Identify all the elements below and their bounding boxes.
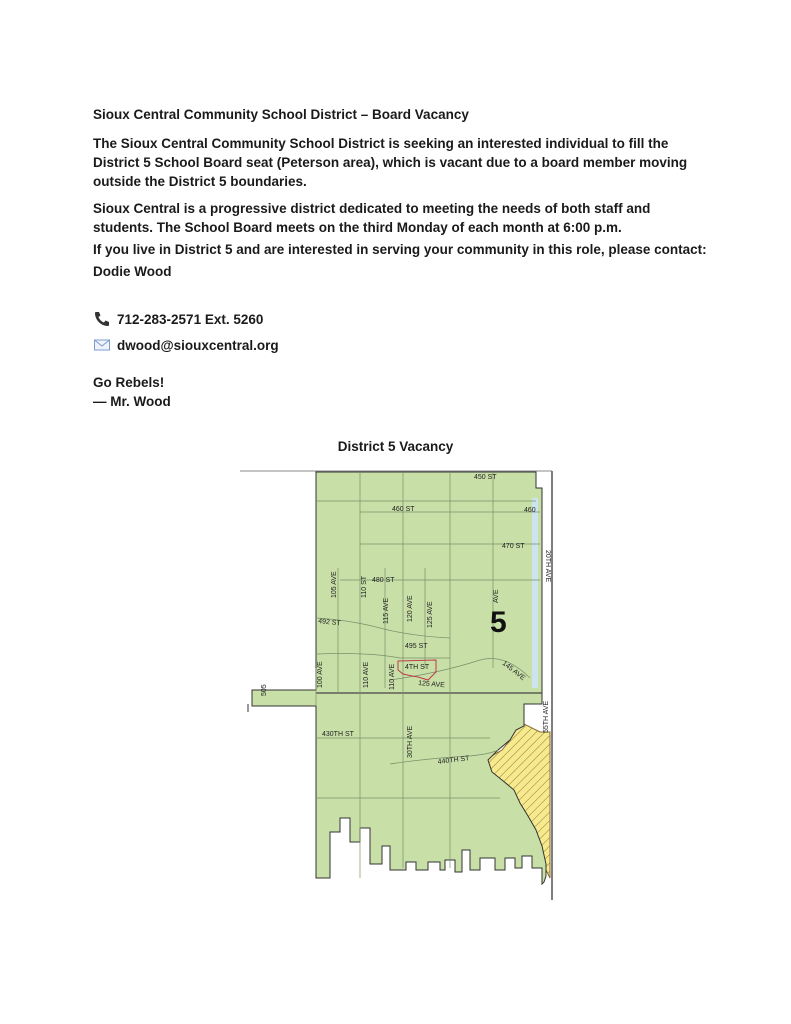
district-number: 5: [490, 606, 507, 639]
label-430th-st: 430TH ST: [322, 731, 354, 738]
district-map: [240, 468, 560, 900]
label-450-st: 450 ST: [474, 474, 497, 481]
label-110-ave: 110 AVE: [363, 661, 370, 688]
label-4th-st: 4TH ST: [405, 664, 430, 671]
label-20th-ave: 20TH AVE: [544, 550, 551, 583]
label-100-ave: 100 AVE: [317, 661, 324, 688]
label-495-st: 495 ST: [405, 643, 428, 650]
label-470-st: 470 ST: [502, 543, 525, 550]
district-5-region: [252, 472, 546, 884]
label-460: 460: [524, 507, 536, 514]
label-125-ave-vertical: 125 AVE: [427, 601, 434, 628]
label-480-st: 480 ST: [372, 577, 395, 584]
label-115-ave: 115 AVE: [383, 597, 390, 624]
invite-paragraph: If you live in District 5 and are interested in serving your community in this role, please contact:: [93, 242, 707, 257]
phone-row: [93, 309, 713, 329]
label-120-ave: 120 AVE: [407, 595, 414, 622]
label-110-st: 110 ST: [361, 575, 368, 598]
label-110-ave-b: 110 AVE: [389, 663, 396, 690]
intro-paragraph: The Sioux Central Community School District is seeking an interested individual to fill the District 5 School Board seat (Peterson area), which is vacant due to a board member moving outside the District 5 boundaries.: [93, 136, 688, 189]
page-title: Sioux Central Community School District – Board Vacancy: [93, 107, 469, 122]
closing-line: Go Rebels!: [93, 375, 165, 390]
signature-line: — Mr. Wood: [93, 394, 171, 409]
document-body: [93, 107, 713, 411]
email-row: [93, 335, 713, 355]
label-460-st: 460 ST: [392, 506, 415, 513]
contact-name: Dodie Wood: [93, 264, 172, 279]
label-105-ave: 105 AVE: [331, 571, 338, 598]
label-440th-st: 440TH ST: [437, 755, 470, 766]
email-link[interactable]: dwood@siouxcentral.org: [117, 337, 279, 353]
label-55th-ave: 55TH AVE: [543, 700, 550, 733]
label-492-st: 492 ST: [317, 618, 341, 628]
envelope-icon: [93, 337, 111, 353]
label-505: 505: [261, 684, 268, 696]
phone-number: 712-283-2571 Ext. 5260: [117, 311, 264, 327]
phone-icon: [93, 311, 111, 327]
map-title: District 5 Vacancy: [337, 439, 454, 454]
label-145-ave: 145 AVE: [500, 660, 527, 683]
about-paragraph: Sioux Central is a progressive district dedicated to meeting the needs of both staff and students. The School Board meets on the third Monday of each month at 6:00 p.m.: [93, 201, 651, 235]
label-125-ave: 125 AVE: [417, 680, 446, 690]
label-30th-ave: 30TH AVE: [407, 725, 414, 758]
label-ave: AVE: [493, 589, 500, 603]
